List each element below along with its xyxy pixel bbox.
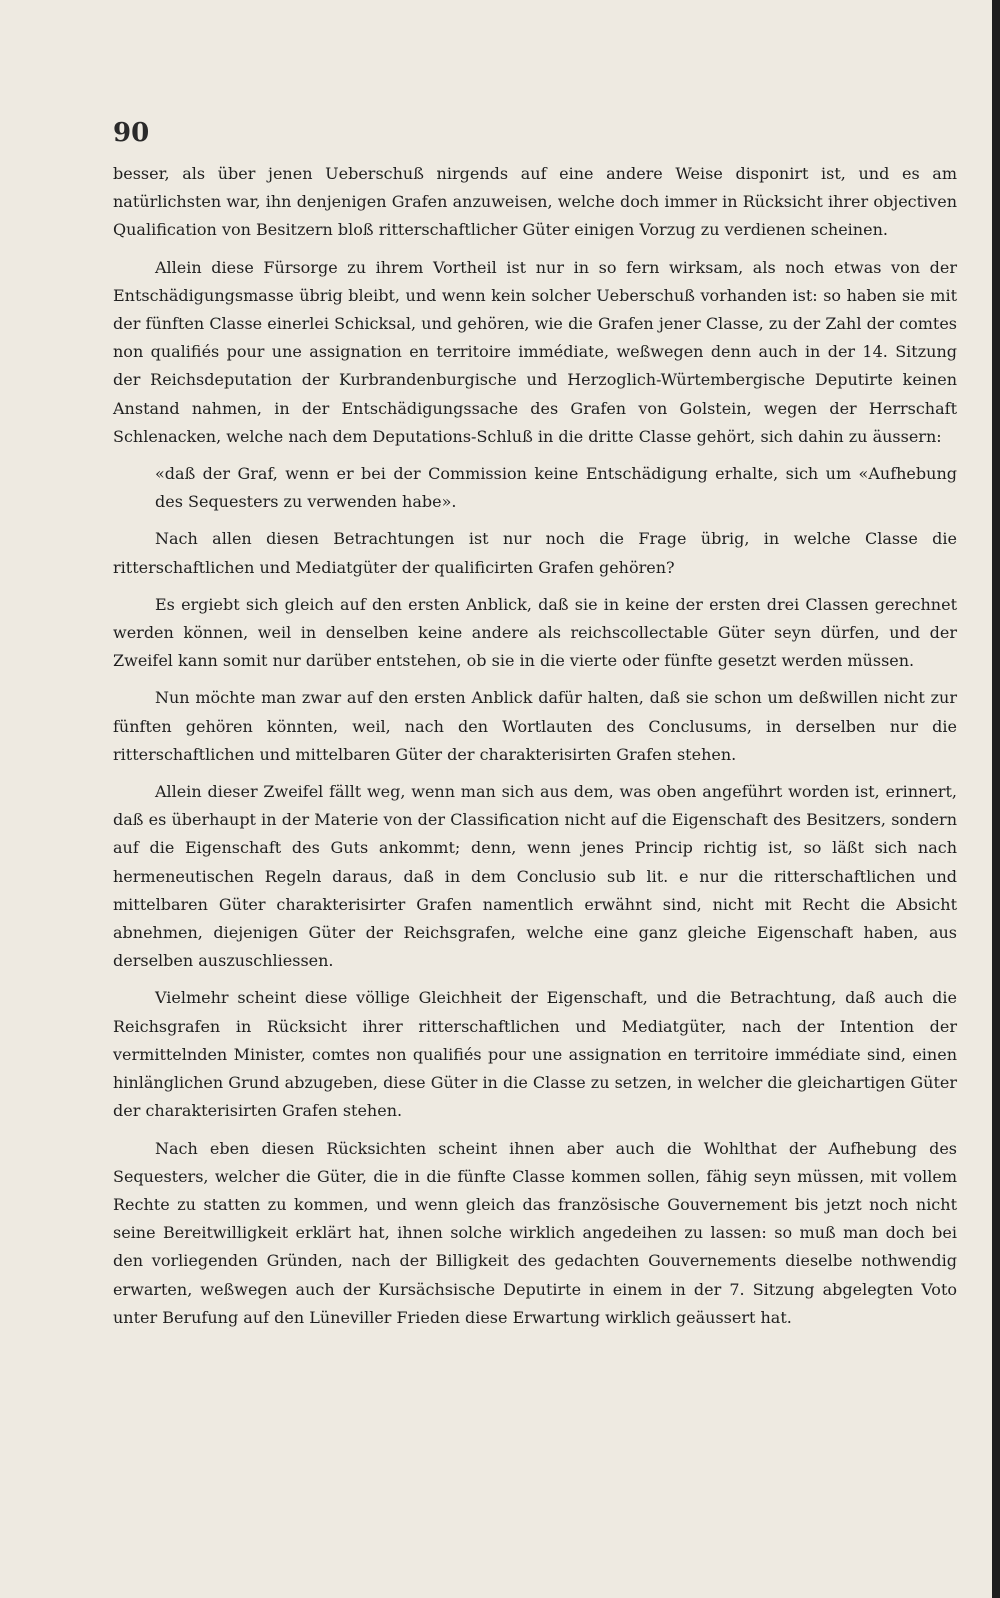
paragraph: Vielmehr scheint diese völlige Gleichheit der Eigenschaft, und die Betrachtung, daß auch die Reichsgrafen in Rücksicht ihrer ritterschaftlichen und Mediatgüter, nach der Intention der vermittelnden Minister, comtes non qualifiés pour une assignation en territoire immédiate sind, einen hinlänglichen Grund abzugeben, diese Güter in die Classe zu setzen, in welcher die gleichartigen Güter der charakterisirten Grafen stehen. [113, 988, 957, 1121]
paragraph: Es ergiebt sich gleich auf den ersten Anblick, daß sie in keine der ersten drei Classen gerechnet werden können, weil in denselben keine andere als reichscollectable Güter seyn dürfen, und der Zweifel kann somit nur darüber entstehen, ob sie in die vierte oder fünfte gesetzt werden müssen. [113, 594, 957, 671]
body-text [113, 160, 957, 1341]
quotation: «daß der Graf, wenn er bei der Commission keine Entschädigung erhalte, sich um «Aufhebung des Sequesters zu verwenden habe». [155, 464, 957, 512]
paragraph: Allein dieser Zweifel fällt weg, wenn man sich aus dem, was oben angeführt worden ist, erinnert, daß es überhaupt in der Materie von der Classification nicht auf die Eigenschaft des Besitzers, sondern auf die Eigenschaft des Guts ankommt; denn, wenn jenes Princip richtig ist, so läßt sich nach hermeneutischen Regeln daraus, daß in dem Conclusio sub lit. e nur die ritterschaftlichen und mittelbaren Güter charakterisirter Grafen namentlich erwähnt sind, nicht mit Recht die Absicht abnehmen, diejenigen Güter der Reichsgrafen, welche eine ganz gleiche Eigenschaft haben, aus derselben auszuschliessen. [113, 782, 957, 971]
paragraph: Nach eben diesen Rücksichten scheint ihnen aber auch die Wohlthat der Aufhebung des Sequesters, welcher die Güter, die in die fünfte Classe kommen sollen, fähig seyn müssen, mit vollem Rechte zu statten zu kommen, und wenn gleich das französische Gouvernement bis jetzt noch nicht seine Bereitwilligkeit erklärt hat, ihnen solche wirklich angedeihen zu lassen: so muß man doch bei den vorliegenden Gründen, nach der Billigkeit des gedachten Gouvernements dieselbe nothwendig erwarten, weßwegen auch der Kursächsische Deputirte in einem in der 7. Sitzung abgelegten Voto unter Berufung auf den Lüneviller Frieden diese Erwartung wirklich geäussert hat. [113, 1138, 957, 1327]
page-edge [992, 0, 1000, 1598]
paragraph: besser, als über jenen Ueberschuß nirgends auf eine andere Weise disponirt ist, und es am natürlichsten war, ihn denjenigen Grafen anzuweisen, welche doch immer in Rücksicht ihrer objectiven Qualification von Besitzern bloß ritterschaftlicher Güter einigen Vorzug zu verdienen scheinen. [113, 164, 957, 240]
paragraph: Nun möchte man zwar auf den ersten Anblick dafür halten, daß sie schon um deßwillen nicht zur fünften gehören könnten, weil, nach den Wortlauten des Conclusums, in derselben nur die ritterschaftlichen und mittelbaren Güter der charakterisirten Grafen stehen. [113, 688, 957, 764]
paragraph: Allein diese Fürsorge zu ihrem Vortheil ist nur in so fern wirksam, als noch etwas von der Entschädigungsmasse übrig bleibt, und wenn kein solcher Ueberschuß vorhanden ist: so haben sie mit der fünften Classe einerlei Schicksal, und gehören, wie die Grafen jener Classe, zu der Zahl der comtes non qualifiés pour une assignation en territoire immédiate, weßwegen denn auch in der 14. Sitzung der Reichsdeputation der Kurbrandenburgische und Herzoglich-Würtembergische Deputirte keinen Anstand nahmen, in der Entschädigungssache des Grafen von Golstein, wegen der Herrschaft Schlenacken, welche nach dem Deputations-Schluß in die dritte Classe gehört, sich dahin zu äussern: [113, 257, 957, 446]
page-number: 90 [113, 118, 150, 148]
paragraph: Nach allen diesen Betrachtungen ist nur noch die Frage übrig, in welche Classe die ritterschaftlichen und Mediatgüter der qualificirten Grafen gehören? [113, 529, 957, 577]
